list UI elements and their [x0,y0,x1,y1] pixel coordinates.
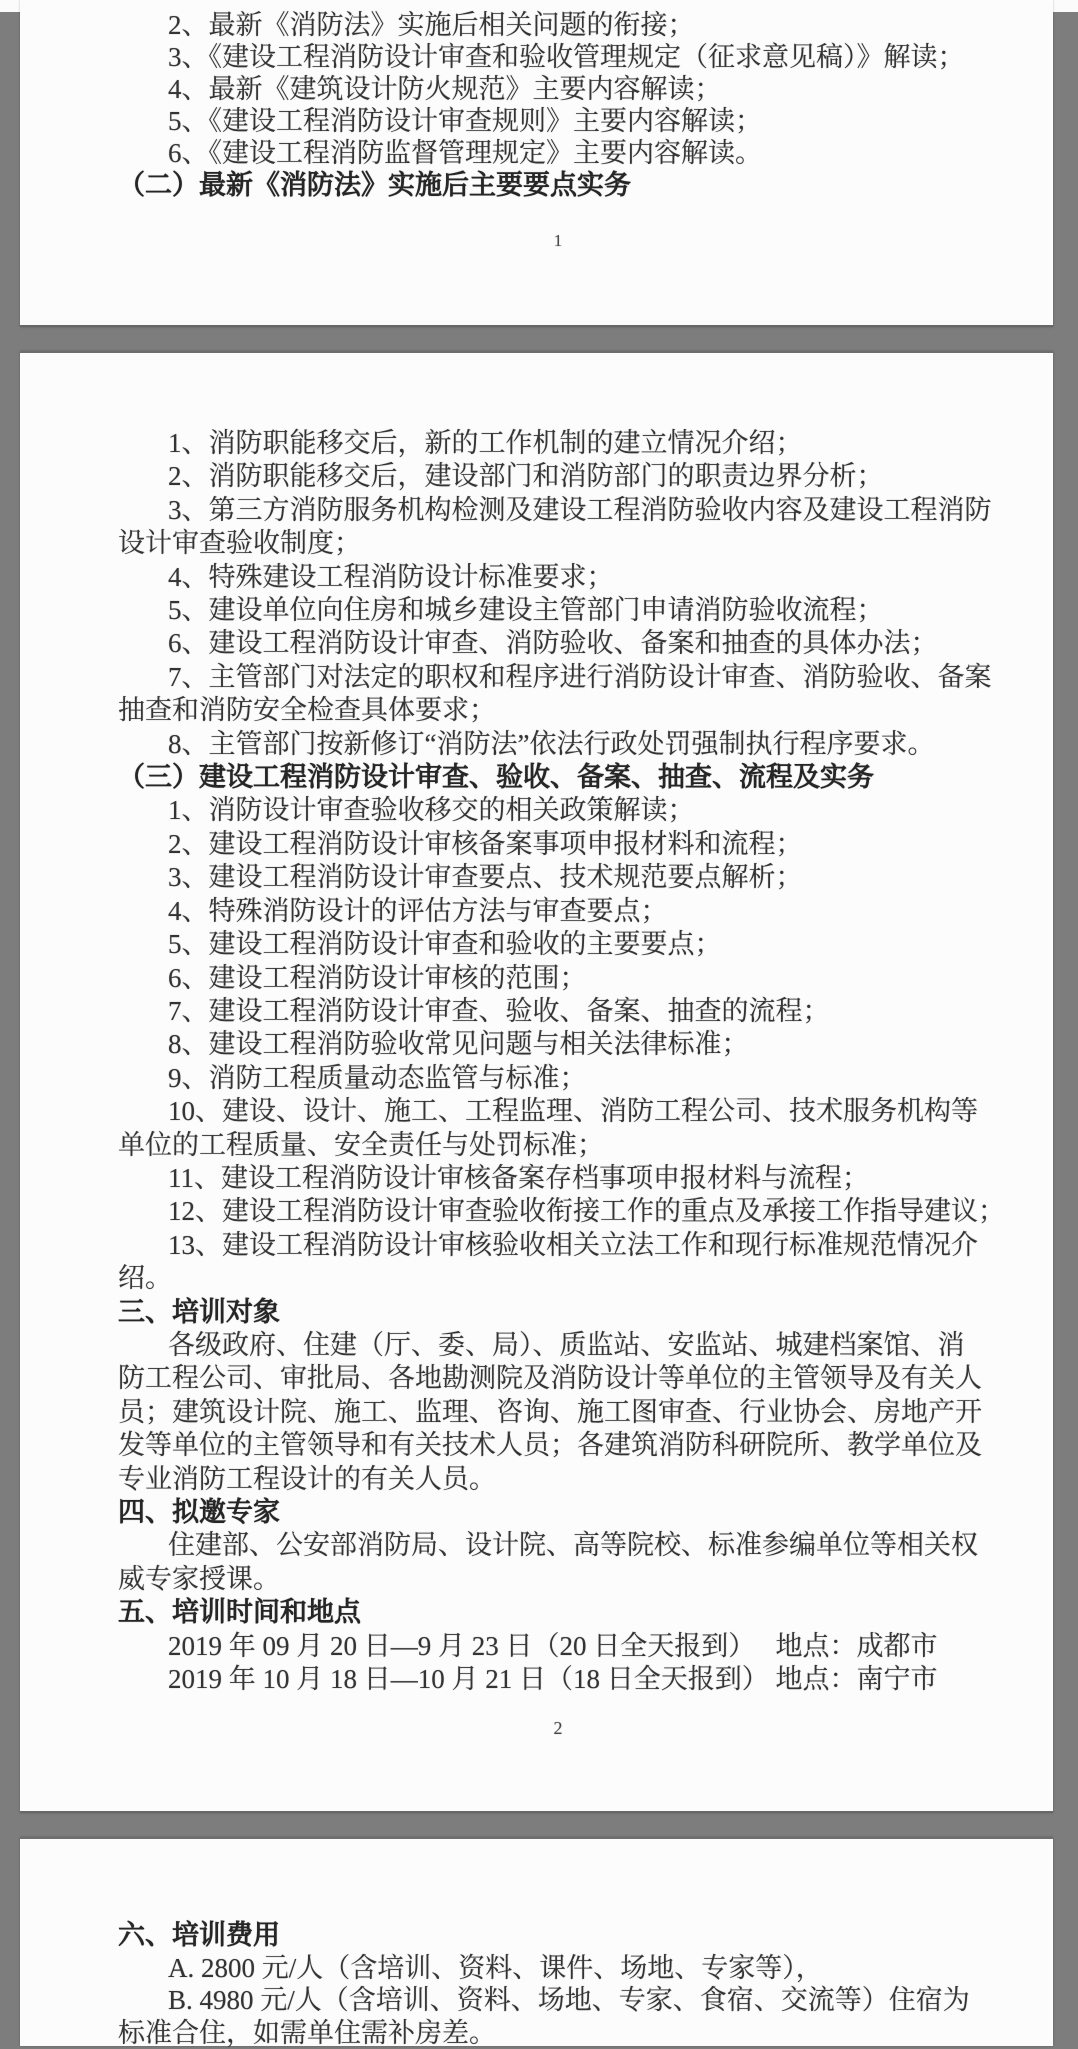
text-line: 绍。 [118,1262,1033,1295]
section-heading: 三、培训对象 [118,1296,1033,1329]
page-number: 1 [118,232,998,250]
text-line: 防工程公司、审批局、各地勘测院及消防设计等单位的主管领导及有关人 [118,1362,1033,1395]
text-line: 员；建筑设计院、施工、监理、咨询、施工图审查、行业协会、房地产开 [118,1396,1033,1429]
text-line: 5、建设工程消防设计审查和验收的主要要点； [118,928,1033,961]
text-line: 抽查和消防安全检查具体要求； [118,694,1033,727]
page-number: 2 [118,1719,998,1737]
text-line: 3、建设工程消防设计审查要点、技术规范要点解析； [118,861,1033,894]
text-line: 威专家授课。 [118,1563,1033,1596]
text-line: 5、《建设工程消防设计审查规则》主要内容解读； [118,105,1033,137]
text-line: 5、建设单位向住房和城乡建设主管部门申请消防验收流程； [118,594,1033,627]
text-line: 3、第三方消防服务机构检测及建设工程消防验收内容及建设工程消防 [118,494,1033,527]
section-heading: （三）建设工程消防设计审查、验收、备案、抽查、流程及实务 [118,761,1033,794]
text-line: 7、主管部门对法定的职权和程序进行消防设计审查、消防验收、备案 [118,661,1033,694]
text-line: 1、消防设计审查验收移交的相关政策解读； [118,794,1033,827]
page-1-text-block [118,9,1033,201]
text-line: 12、建设工程消防设计审查验收衔接工作的重点及承接工作指导建议； [118,1195,1033,1228]
text-line: 住建部、公安部消防局、设计院、高等院校、标准参编单位等相关权 [118,1529,1033,1562]
section-heading: 四、拟邀专家 [118,1496,1033,1529]
section-heading: 五、培训时间和地点 [118,1596,1033,1629]
text-line: 2019 年 10 月 18 日—10 月 21 日（18 日全天报到） 地点：南宁市 [118,1663,1033,1696]
text-line: 标准合住，如需单住需补房差。 [118,2017,1033,2049]
text-line: 发等单位的主管领导和有关技术人员；各建筑消防科研院所、教学单位及 [118,1429,1033,1462]
document-page-2 [20,351,1053,1813]
text-line: 10、建设、设计、施工、工程监理、消防工程公司、技术服务机构等 [118,1095,1033,1128]
text-line: 11、建设工程消防设计审核备案存档事项申报材料与流程； [118,1162,1033,1195]
text-line: 4、特殊建设工程消防设计标准要求； [118,561,1033,594]
text-line: 4、特殊消防设计的评估方法与审查要点； [118,895,1033,928]
text-line: 2、消防职能移交后，建设部门和消防部门的职责边界分析； [118,460,1033,493]
text-line: 7、建设工程消防设计审查、验收、备案、抽查的流程； [118,995,1033,1028]
text-line: B. 4980 元/人（含培训、资料、场地、专家、食宿、交流等）住宿为 [118,1984,1033,2017]
section-heading: 六、培训费用 [118,1919,1033,1952]
section-heading: （二）最新《消防法》实施后主要要点实务 [118,169,1033,201]
document-page-3 [20,1837,1053,2046]
text-line: 3、《建设工程消防设计审查和验收管理规定（征求意见稿）》解读； [118,41,1033,73]
text-line: 6、建设工程消防设计审核的范围； [118,962,1033,995]
text-line: 13、建设工程消防设计审核验收相关立法工作和现行标准规范情况介 [118,1229,1033,1262]
text-line: 各级政府、住建（厅、委、局）、质监站、安监站、城建档案馆、消 [118,1329,1033,1362]
text-line: 8、建设工程消防验收常见问题与相关法律标准； [118,1028,1033,1061]
page-3-text-block [118,1919,1033,2049]
text-line: 6、《建设工程消防监督管理规定》主要内容解读。 [118,137,1033,169]
text-line: 2、最新《消防法》实施后相关问题的衔接； [118,9,1033,41]
text-line: 设计审查验收制度； [118,527,1033,560]
text-line: 单位的工程质量、安全责任与处罚标准； [118,1129,1033,1162]
text-line: 9、消防工程质量动态监管与标准； [118,1062,1033,1095]
document-page-1 [20,0,1053,327]
text-line: 专业消防工程设计的有关人员。 [118,1463,1033,1496]
text-line: 2019 年 09 月 20 日—9 月 23 日（20 日全天报到） 地点：成都市 [118,1630,1033,1663]
page-2-text-block [118,427,1033,1696]
text-line: A. 2800 元/人（含培训、资料、课件、场地、专家等）， [118,1952,1033,1985]
text-line: 2、建设工程消防设计审核备案事项申报材料和流程； [118,828,1033,861]
text-line: 1、消防职能移交后，新的工作机制的建立情况介绍； [118,427,1033,460]
text-line: 6、建设工程消防设计审查、消防验收、备案和抽查的具体办法； [118,627,1033,660]
text-line: 8、主管部门按新修订“消防法”依法行政处罚强制执行程序要求。 [118,728,1033,761]
text-line: 4、最新《建筑设计防火规范》主要内容解读； [118,73,1033,105]
